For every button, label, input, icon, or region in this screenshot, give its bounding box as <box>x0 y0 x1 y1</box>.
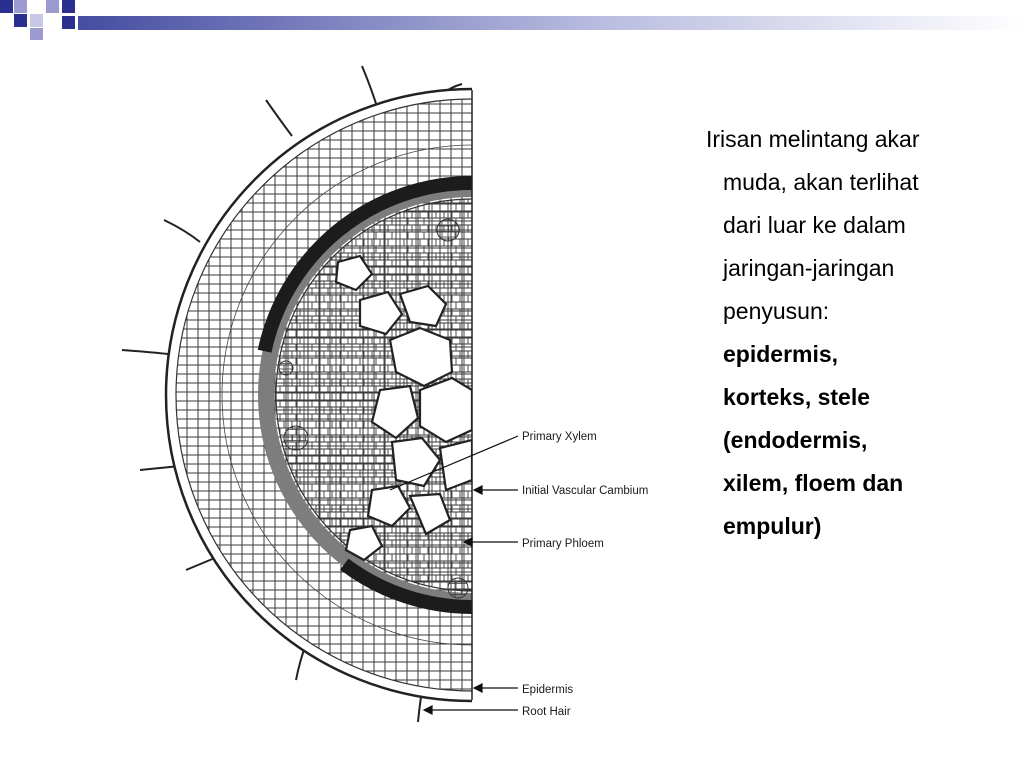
diagram-labels <box>522 431 648 718</box>
deco-square <box>14 0 27 13</box>
deco-square <box>0 0 13 13</box>
body-line-emphasis: xilem, floem dan <box>723 470 904 496</box>
label-root-hair: Root Hair <box>522 706 571 718</box>
root-cross-section-diagram <box>0 50 700 740</box>
body-line-emphasis: epidermis, <box>723 341 839 367</box>
label-primary-phloem: Primary Phloem <box>522 538 604 550</box>
deco-square <box>46 0 59 13</box>
body-line: Irisan melintang akar <box>706 126 920 152</box>
body-line: jaringan-jaringan <box>723 255 895 281</box>
slide-body-text <box>706 118 1006 548</box>
body-line: muda, akan terlihat <box>723 169 919 195</box>
body-line-emphasis: korteks, stele <box>723 384 871 410</box>
deco-square <box>14 14 27 27</box>
body-line-emphasis: empulur) <box>723 513 822 539</box>
deco-square <box>62 16 75 29</box>
deco-square <box>62 0 75 13</box>
body-line: dari luar ke dalam <box>723 212 906 238</box>
label-epidermis: Epidermis <box>522 684 574 696</box>
deco-square <box>30 28 43 40</box>
body-line-emphasis: (endodermis, <box>723 427 868 453</box>
deco-square <box>30 14 43 27</box>
slide-header-decoration <box>0 0 1024 40</box>
header-gradient-bar <box>78 16 1024 30</box>
body-line: penyusun: <box>723 298 830 324</box>
label-primary-xylem: Primary Xylem <box>522 431 597 443</box>
label-initial-vascular-cambium: Initial Vascular Cambium <box>522 485 649 497</box>
